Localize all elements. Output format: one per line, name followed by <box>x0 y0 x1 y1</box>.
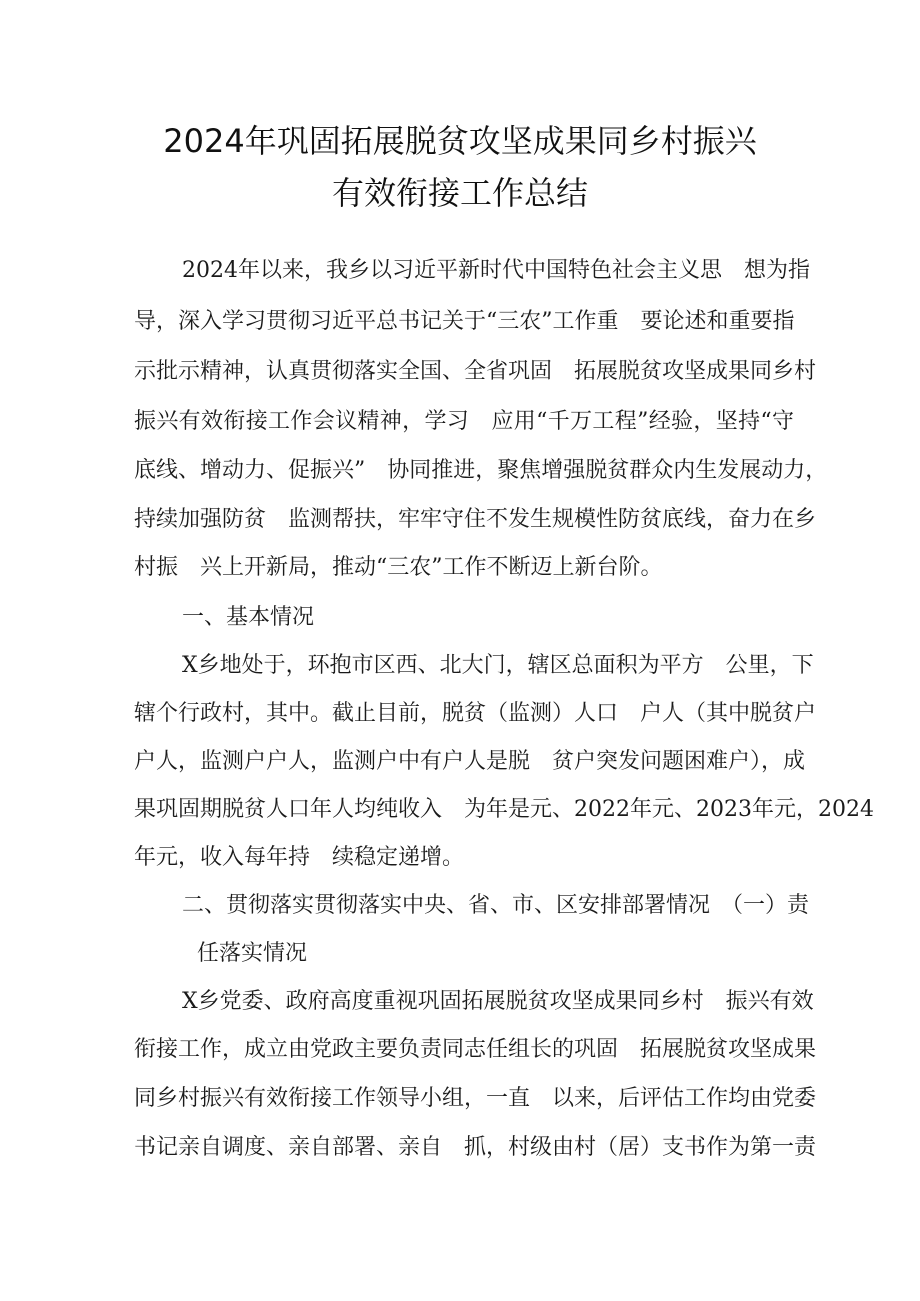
paragraph-line: 户人，监测户户人，监测户中有户人是脱 贫户突发问题困难户），成 <box>134 749 806 774</box>
section-heading: 一、基本情况 <box>182 605 315 630</box>
paragraph-line: 辖个行政村，其中。截止目前，脱贫（监测）人口 户人（其中脱贫户 <box>134 701 817 726</box>
paragraph-line: 底线、增动力、促振兴” 协同推进，聚焦增强脱贫群众内生发展动力， <box>134 458 828 483</box>
paragraph-line: 振兴有效衔接工作会议精神，学习 应用“千万工程”经验，坚持“守 <box>134 409 794 434</box>
paragraph-line: X乡地处于，环抱市区西、北大门，辖区总面积为平方 公里，下 <box>182 653 814 678</box>
paragraph-line: 果巩固期脱贫人口年人均纯收入 为年是元、2022年元、2023年元，2024 <box>134 797 874 822</box>
paragraph-line: 村振 兴上开新局，推动“三农”工作不断迈上新台阶。 <box>134 555 663 580</box>
subsection-heading: 任落实情况 <box>197 941 308 966</box>
document-title-line-1: 2024年巩固拓展脱贫攻坚成果同乡村振兴 <box>163 122 757 160</box>
paragraph-line: 2024年以来，我乡以习近平新时代中国特色社会主义思 想为指 <box>182 258 810 283</box>
section-heading: 二、贯彻落实贯彻落实中央、省、市、区安排部署情况 （一）责 <box>182 893 810 918</box>
document-title-line-2: 有效衔接工作总结 <box>331 174 588 212</box>
paragraph-line: 衔接工作，成立由党政主要负责同志任组长的巩固 拓展脱贫攻坚成果 <box>134 1037 817 1062</box>
paragraph-line: X乡党委、政府高度重视巩固拓展脱贫攻坚成果同乡村 振兴有效 <box>182 989 814 1014</box>
paragraph-line: 持续加强防贫 监测帮扶，牢牢守住不发生规模性防贫底线，奋力在乡 <box>134 507 817 532</box>
paragraph-line: 书记亲自调度、亲自部署、亲自 抓，村级由村（居）支书作为第一责 <box>134 1135 817 1160</box>
paragraph-line: 示批示精神，认真贯彻落实全国、全省巩固 拓展脱贫攻坚成果同乡村 <box>134 359 817 384</box>
paragraph-line: 年元，收入每年持 续稳定递增。 <box>134 845 465 870</box>
paragraph-line: 同乡村振兴有效衔接工作领导小组，一直 以来，后评估工作均由党委 <box>134 1086 817 1111</box>
paragraph-line: 导，深入学习贯彻习近平总书记关于“三农”工作重 要论述和重要指 <box>134 309 795 334</box>
